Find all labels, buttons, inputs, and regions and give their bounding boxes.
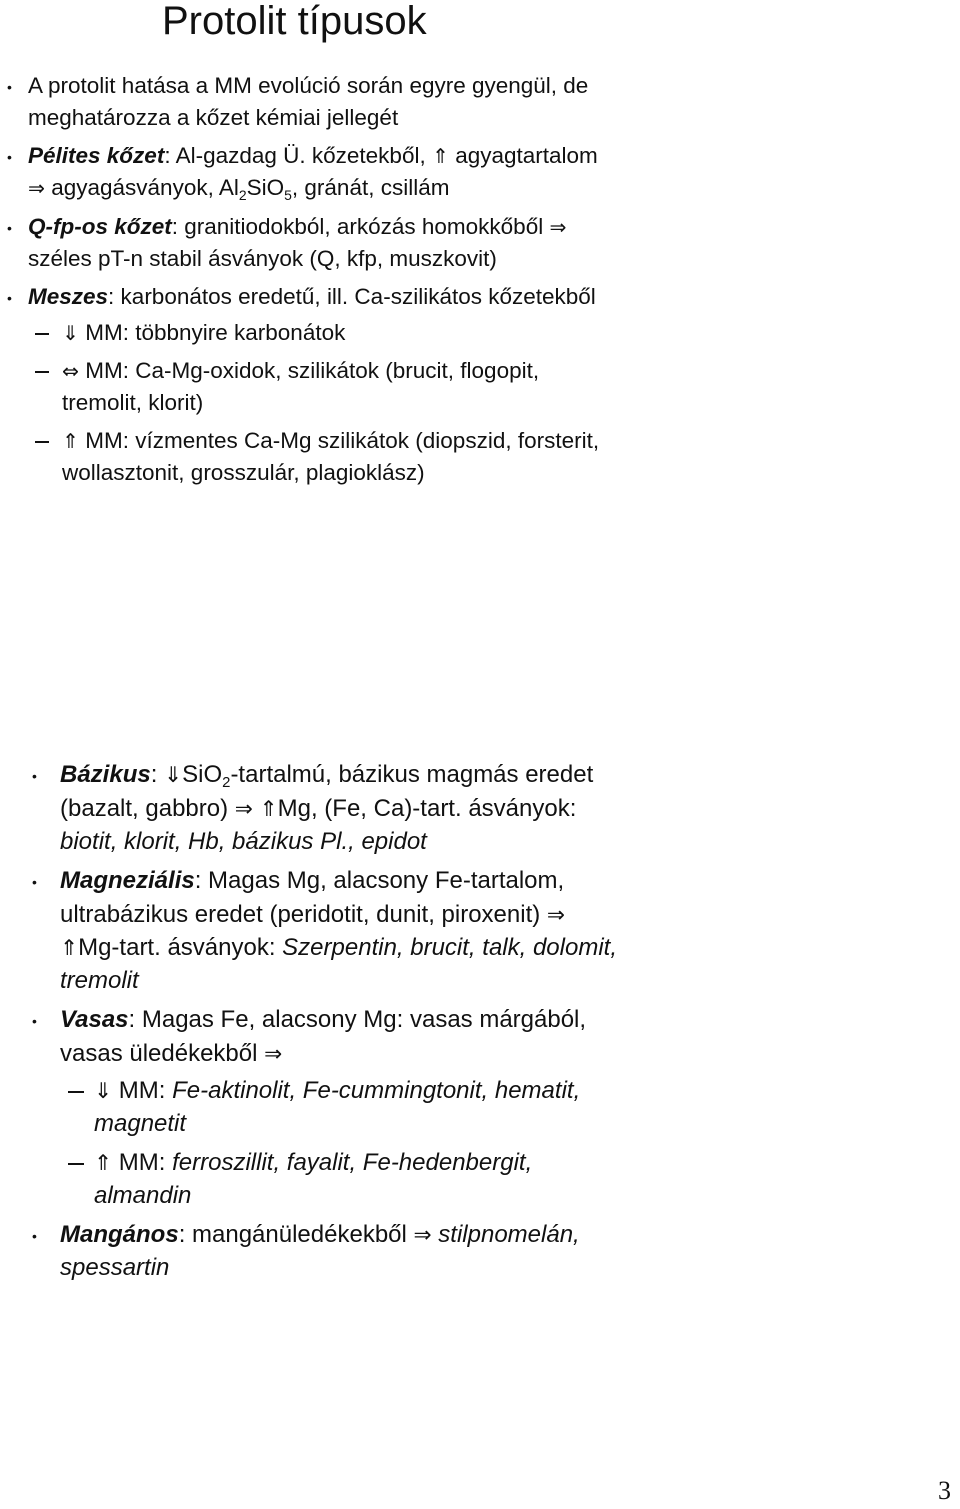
bullet-marker: •	[7, 79, 12, 95]
bazikus-line-1: Bázikus: ⇓SiO$_2$-tartalmú, bázikus magmás eredet	[60, 761, 594, 792]
bullet-marker: •	[7, 149, 12, 165]
arrow-down-icon: ⇓	[164, 763, 183, 788]
implies-arrow-icon: ⇒	[28, 176, 45, 200]
arrow-up-icon: ⇑	[60, 936, 79, 961]
bazikus-line-2: (bazalt, gabbro) ⇒ ⇑Mg, (Fe, Ca)-tart. ásványok:	[60, 795, 577, 822]
pelites-line-1: Pélites kőzet: Al-gazdag Ü. kőzetekből, ⇑ agyagtartalom	[28, 143, 598, 168]
implies-arrow-icon: ⇒	[264, 1042, 283, 1067]
bullet-marker: •	[32, 768, 37, 784]
implies-arrow-icon: ⇒	[546, 903, 566, 928]
vasas-sub-1-line-1: ⇓ MM: Fe-aktinolit, Fe-cummingtonit, hematit,	[94, 1077, 581, 1104]
magnezialis-line-1: Magneziális: Magas Mg, alacsony Fe-tartalom,	[60, 867, 565, 894]
magnezialis-line-4: tremolit	[60, 967, 139, 994]
dash-marker	[35, 333, 49, 335]
dash-marker	[35, 371, 49, 373]
bazikus-label: Bázikus	[60, 761, 151, 788]
vasas-label: Vasas	[60, 1006, 129, 1033]
meszes-line-1: Meszes: karbonátos eredetű, ill. Ca-szilikátos kőzetekből	[28, 284, 596, 309]
qfp-line-1: Q-fp-os kőzet: granitiodokból, arkózás homokkőből ⇒	[28, 214, 567, 239]
meszes-sub-1: ⇓ MM: többnyire karbonátok	[62, 320, 346, 345]
vasas-line-1: Vasas: Magas Fe, alacsony Mg: vasas márgából,	[60, 1006, 587, 1033]
meszes-sub-3-line-2: wollasztonit, grosszulár, plagioklász)	[62, 460, 425, 485]
dash-marker	[35, 441, 49, 443]
manganos-line-1: Mangános: mangánüledékekből ⇒ stilpnomelán,	[60, 1221, 580, 1248]
arrow-up-icon: ⇑	[431, 144, 449, 168]
implies-arrow-icon: ⇒	[549, 215, 567, 239]
magnezialis-line-2: ultrabázikus eredet (peridotit, dunit, piroxenit) ⇒	[60, 901, 566, 928]
page-title: Protolit típusok	[162, 0, 427, 43]
vasas-sub-1-line-2: magnetit	[94, 1110, 187, 1137]
meszes-label: Meszes	[28, 284, 109, 309]
bullet-marker: •	[7, 220, 12, 236]
magnezialis-label: Magneziális	[60, 867, 195, 894]
meszes-sub-2-line-2: tremolit, klorit)	[62, 390, 204, 415]
arrow-down-icon: ⇓	[94, 1079, 113, 1104]
bullet-marker: •	[32, 1013, 37, 1029]
arrow-down-icon: ⇓	[62, 321, 79, 345]
bullet-1-line-1: A protolit hatása a MM evolúció során egyre gyengül, de	[28, 73, 589, 98]
bullet-marker: •	[32, 874, 37, 890]
bullet-marker: •	[7, 290, 12, 306]
implies-arrow-icon: ⇒	[234, 797, 253, 822]
bazikus-line-3: biotit, klorit, Hb, bázikus Pl., epidot	[60, 828, 427, 855]
page-number: 3	[938, 1476, 951, 1505]
vasas-line-2: vasas üledékekből ⇒	[60, 1040, 283, 1067]
qfp-label: Q-fp-os kőzet	[28, 214, 172, 239]
arrow-up-icon: ⇑	[94, 1151, 113, 1176]
manganos-label: Mangános	[60, 1221, 179, 1248]
arrow-up-icon: ⇑	[62, 429, 79, 453]
meszes-sub-3-line-1: ⇑ MM: vízmentes Ca-Mg szilikátok (diopszid, forsterit,	[62, 428, 600, 453]
vasas-sub-2-line-1: ⇑ MM: ferroszillit, fayalit, Fe-hedenbergit,	[94, 1149, 533, 1176]
manganos-line-2: spessartin	[60, 1254, 170, 1281]
magnezialis-line-3: ⇑Mg-tart. ásványok: Szerpentin, brucit, talk, dolomit,	[60, 934, 617, 961]
pelites-line-2: ⇒ agyagásványok, $Al_2SiO_5$, gránát, csillám	[28, 175, 450, 203]
double-arrow-icon: ⇔	[62, 359, 79, 383]
pelites-label: Pélites kőzet	[28, 143, 165, 168]
arrow-up-icon: ⇑	[259, 797, 278, 822]
dash-marker	[68, 1091, 84, 1093]
bullet-1-line-2: meghatározza a kőzet kémiai jellegét	[28, 105, 399, 130]
implies-arrow-icon: ⇒	[413, 1223, 432, 1248]
meszes-sub-2-line-1: ⇔ MM: Ca-Mg-oxidok, szilikátok (brucit, flogopit,	[62, 358, 540, 383]
bullet-marker: •	[32, 1228, 37, 1244]
dash-marker	[68, 1163, 84, 1165]
vasas-sub-2-line-2: almandin	[94, 1182, 192, 1209]
qfp-line-2: széles pT-n stabil ásványok (Q, kfp, muszkovit)	[28, 246, 497, 271]
